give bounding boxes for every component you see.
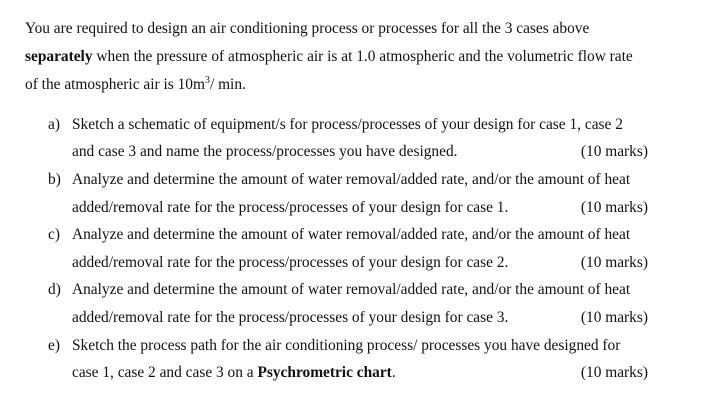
question-e-label: e) xyxy=(48,337,60,354)
question-e-line-2 xyxy=(72,363,396,383)
question-d-line-1: Analyze and determine the amount of water removal/added rate, and/or the amount of heat xyxy=(72,281,631,298)
question-b-marks: (10 marks) xyxy=(580,199,648,216)
question-c-line-1: Analyze and determine the amount of water removal/added rate, and/or the amount of heat xyxy=(72,226,631,243)
intro-line-2 xyxy=(25,47,633,67)
question-d-line-2: added/removal rate for the process/processes of your design for case 3. xyxy=(72,309,509,326)
intro-line-1 xyxy=(25,19,589,39)
question-c-marks: (10 marks) xyxy=(580,254,648,271)
question-a-marks: (10 marks) xyxy=(580,143,648,160)
intro-text-2: when the pressure of atmospheric air is at 1.0 atmospheric and the volumetric flow rate xyxy=(92,48,633,65)
question-c-line-2: added/removal rate for the process/processes of your design for case 2. xyxy=(72,254,509,271)
question-a-line-1: Sketch a schematic of equipment/s for process/processes of your design for case 1, case 2 xyxy=(72,116,623,133)
question-b-line-1: Analyze and determine the amount of water removal/added rate, and/or the amount of heat xyxy=(72,171,631,188)
question-b-label: b) xyxy=(48,171,61,188)
intro-text-3: of the atmospheric air is 10m xyxy=(25,76,205,93)
question-b-line-2: added/removal rate for the process/processes of your design for case 1. xyxy=(72,199,509,216)
question-a-label: a) xyxy=(48,116,60,133)
intro-superscript: 3 xyxy=(204,75,210,86)
intro-emphasis: separately xyxy=(25,48,93,65)
intro-line-3 xyxy=(25,75,246,95)
question-e-text: case 1, case 2 and case 3 on a xyxy=(72,364,258,381)
question-c-label: c) xyxy=(48,226,60,243)
question-a-line-2: and case 3 and name the process/processes you have designed. xyxy=(72,143,458,160)
question-e-emphasis: Psychrometric chart xyxy=(257,364,392,381)
question-d-label: d) xyxy=(48,281,61,298)
question-e-line-1: Sketch the process path for the air conditioning process/ processes you have designed for xyxy=(72,337,621,354)
question-e-period: . xyxy=(391,364,396,381)
intro-text-1: You are required to design an air conditioning process or processes for all the 3 cases above xyxy=(25,20,590,37)
question-e-marks: (10 marks) xyxy=(580,364,648,381)
question-d-marks: (10 marks) xyxy=(580,309,648,326)
intro-text-3-end: / min. xyxy=(209,76,246,93)
